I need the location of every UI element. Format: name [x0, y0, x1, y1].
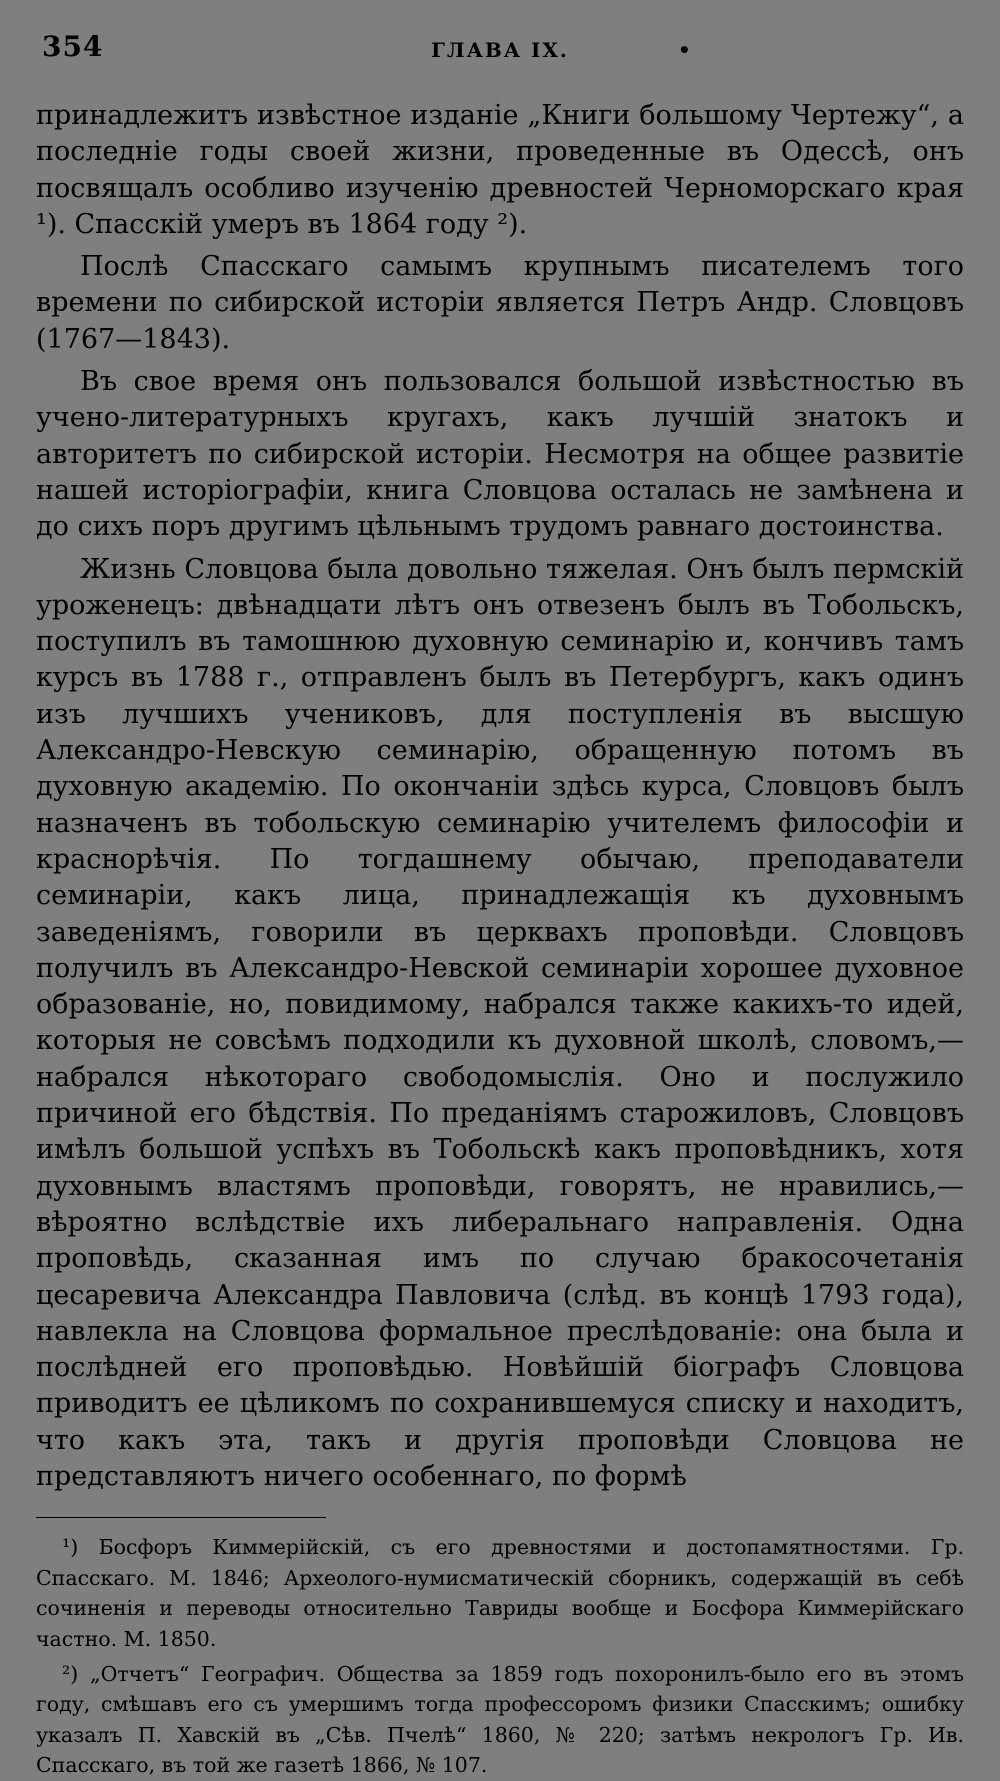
paragraph: принадлежитъ извѣстное изданіе „Книги большому Чертежу“, а последніе годы своей жизни, проведенные въ Одессѣ, онъ посвящалъ особливо изученію древностей Черноморскаго края ¹). Спасскій умеръ въ 1864 году ²). [36, 100, 964, 240]
header-mark: • [678, 38, 691, 62]
book-page [36, 24, 964, 1778]
footnote-divider [36, 1517, 326, 1518]
paragraph: Жизнь Словцова была довольно тяжелая. Онъ былъ пермскій уроженецъ: двѣнадцати лѣтъ онъ отвезенъ былъ въ Тобольскъ, поступилъ въ тамошнюю духовную семинарію и, кончивъ тамъ курсъ въ 1788 г., отправленъ былъ въ Петербургъ, какъ одинъ изъ лучшихъ учениковъ, для поступленія въ высшую Александро-Невскую семинарію, обращенную потомъ въ духовную академію. По окончаніи здѣсь курса, Словцовъ былъ назначенъ въ тобольскую семинарію учителемъ философіи и краснорѣчія. По тогдашнему обычаю, преподаватели семинаріи, какъ лица, принадлежащія къ духовнымъ заведеніямъ, говорили въ церквахъ проповѣди. Словцовъ получилъ въ Александро-Невской семинаріи хорошее духовное образованіе, но, повидимому, набрался также какихъ-то идей, которыя не совсѣмъ подходили къ духовной школѣ, словомъ,—набрался нѣкотораго свободомыслія. Оно и послужило причиной его бѣдствія. По преданіямъ старожиловъ, Словцовъ имѣлъ большой успѣхъ въ Тобольскѣ какъ проповѣдникъ, хотя духовнымъ властямъ проповѣди, говорятъ, не нравились,—вѣроятно вслѣдствіе ихъ либеральнаго направленія. Одна проповѣдь, сказанная имъ по случаю бракосочетанія цесаревича Александра Павловича (слѣд. въ концѣ 1793 года), навлекла на Словцова формальное преслѣдованіе: она была и послѣдней его проповѣдью. Новѣйшій біографъ Словцова приводитъ ее цѣликомъ по сохранившемуся списку и находитъ, что какъ эта, такъ и другія проповѣди Словцова не представляютъ ничего особеннаго, по формѣ [36, 553, 964, 1492]
paragraph: Послѣ Спасскаго самымъ крупнымъ писателемъ того времени по сибирской исторіи является Петръ Андр. Словцовъ (1767—1843). [36, 251, 964, 355]
running-head [36, 24, 964, 74]
footnotes [36, 1532, 964, 1781]
page-number: 354 [42, 30, 104, 63]
paragraph: Въ свое время онъ пользовался большой извѣстностью въ учено-литературныхъ кругахъ, какъ лучшій знатокъ и авторитетъ по сибирской исторіи. Несмотря на общее развитіе нашей исторіографіи, книга Словцова осталась не замѣнена и до сихъ поръ другимъ цѣльнымъ трудомъ равнаго достоинства. [36, 366, 964, 543]
footnote-2: ²) „Отчетъ“ Географич. Общества за 1859 годъ похоронилъ-было его въ этомъ году, смѣшавъ его съ умершимъ тогда профессоромъ физики Спасскимъ; ошибку указалъ П. Хавскій въ „Сѣв. Пчелѣ“ 1860, № 220; затѣмъ некрологъ Гр. Ив. Спасскаго, въ той же газетѣ 1866, № 107. [36, 1661, 964, 1778]
chapter-title: ГЛАВА IX. [431, 38, 569, 62]
footnote-1: ¹) Босфоръ Киммерійскій, съ его древностями и достопамятностями. Гр. Спасскаго. М. 1846; Археолого-нумисматическій сборникъ, содержащій въ себѣ сочиненія и переводы относительно Тавриды вообще и Босфора Киммерійскаго частно. М. 1850. [36, 1535, 964, 1652]
main-text [36, 98, 964, 1495]
